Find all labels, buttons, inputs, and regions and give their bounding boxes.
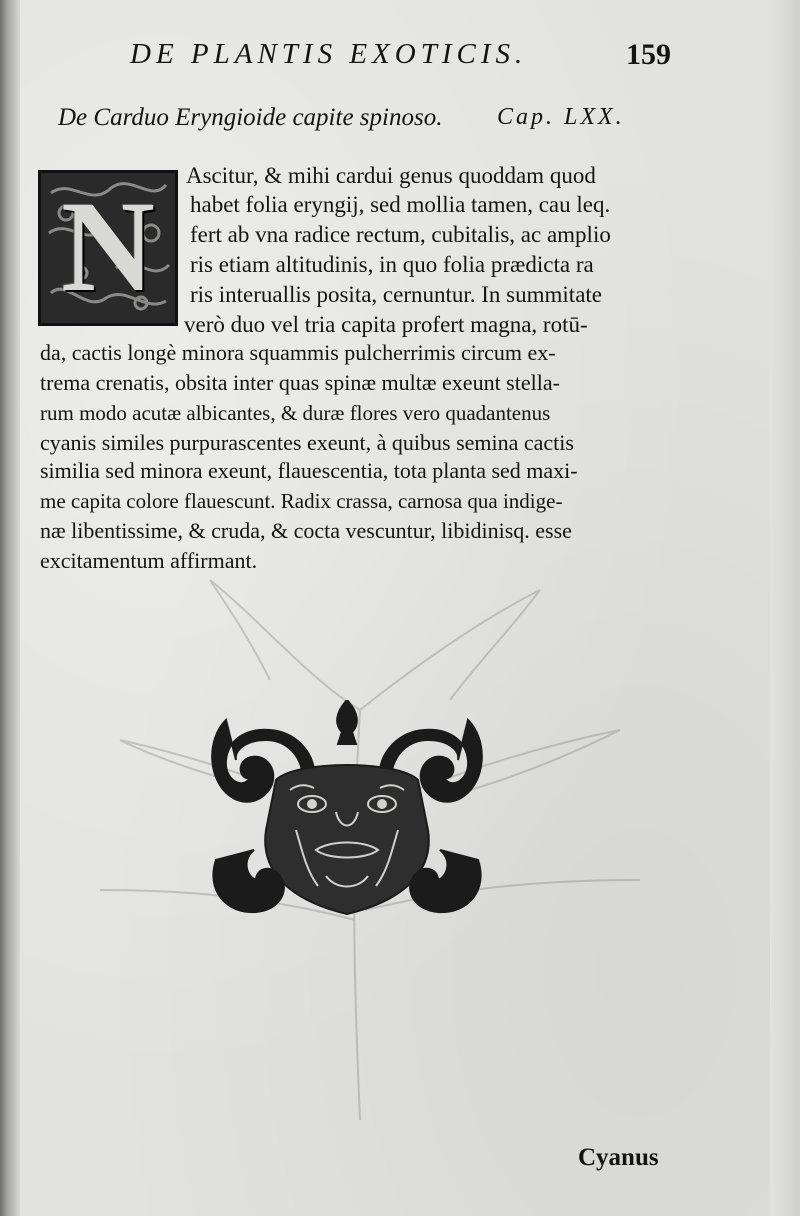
text-line: Ascitur, & mihi cardui genus quoddam quod: [186, 163, 596, 188]
text-line: cyanis similes purpurascentes exeunt, à quibus semina cactis: [40, 430, 574, 455]
running-title: DE PLANTIS EXOTICIS.: [130, 38, 528, 70]
text-line: me capita colore flauescunt. Radix crassa, carnosa qua indige-: [40, 489, 563, 513]
chapter-number: Cap. LXX.: [497, 104, 625, 130]
decorated-initial-icon: [38, 170, 178, 326]
page-gutter-shadow: [0, 0, 20, 1216]
page-outer-edge: [770, 0, 800, 1216]
page-number: 159: [626, 38, 671, 71]
text-line: ris etiam altitudinis, in quo folia prædicta ra: [190, 252, 594, 277]
text-line: rum modo acutæ albicantes, & duræ flores vero quadantenus: [40, 401, 551, 425]
text-line: da, cactis longè minora squammis pulcherrimis circum ex-: [40, 340, 556, 365]
text-line: næ libentissime, & cruda, & cocta vescuntur, libidinisq. esse: [40, 518, 572, 543]
chapter-title: De Carduo Eryngioide capite spinoso.: [58, 104, 443, 131]
text-line: excitamentum affirmant.: [40, 548, 258, 573]
text-line: habet folia eryngij, sed mollia tamen, cau leq.: [190, 192, 611, 217]
text-line: similia sed minora exeunt, flauescentia, tota planta sed maxi-: [40, 458, 578, 483]
text-line: verò duo vel tria capita profert magna, rotū-: [184, 312, 588, 337]
grotesque-mask-ornament-icon: [206, 700, 488, 922]
catchword: Cyanus: [578, 1144, 659, 1171]
text-line: fert ab vna radice rectum, cubitalis, ac amplio: [190, 222, 611, 247]
text-line: ris interuallis posita, cernuntur. In summitate: [190, 282, 603, 307]
text-line: trema crenatis, obsita inter quas spinæ multæ exeunt stella-: [40, 370, 560, 395]
initial-letter: N: [61, 175, 155, 319]
